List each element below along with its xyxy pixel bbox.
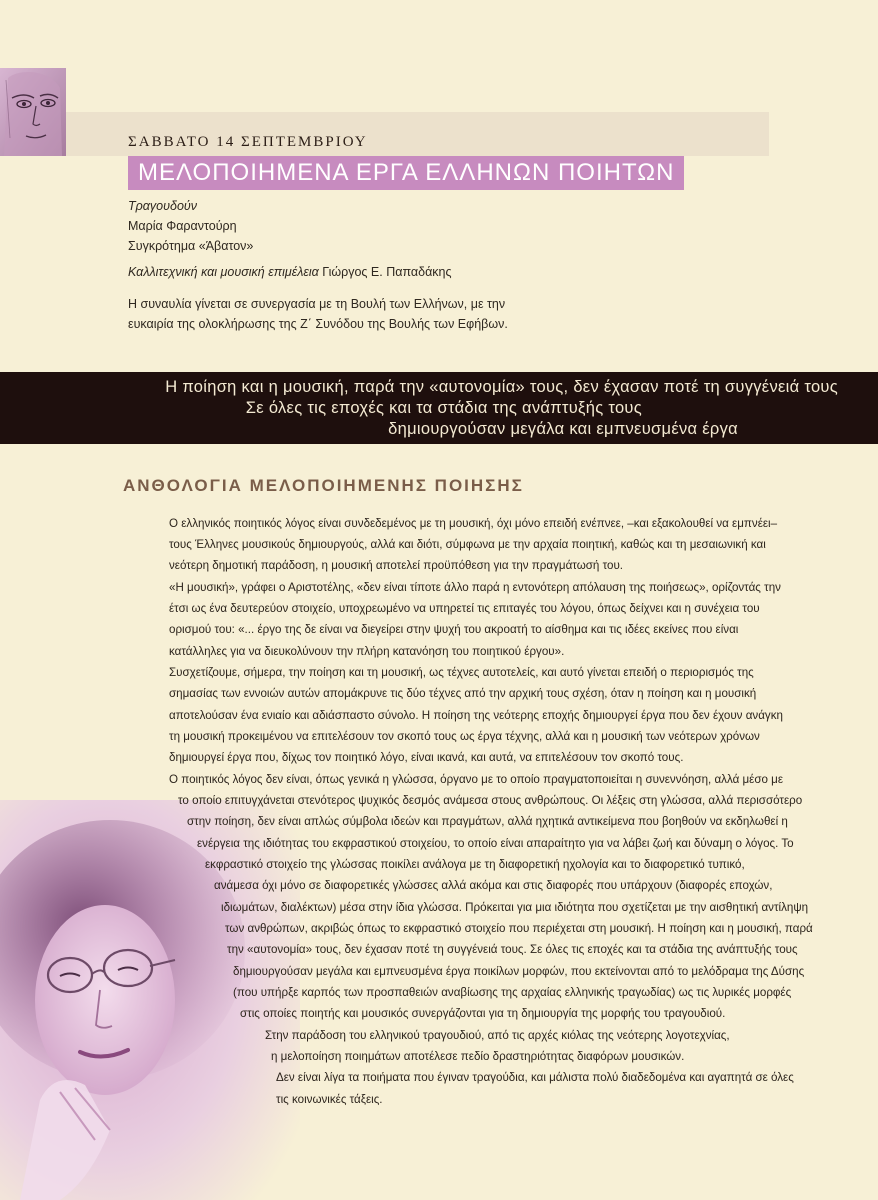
body-line: Συσχετίζουμε, σήμερα, την ποίηση και τη μουσική, ως τέχνες αυτοτελείς, και αυτό γίνεται επειδή ο περιορισμός της [169, 666, 754, 679]
concert-title: ΜΕΛΟΠΟΙΗΜΕΝΑ ΕΡΓΑ ΕΛΛΗΝΩΝ ΠΟΙΗΤΩΝ [128, 156, 684, 190]
event-date: ΣΑΒΒΑΤΟ 14 ΣΕΠΤΕΜΒΡΙΟΥ [128, 134, 368, 150]
body-line: ιδιωμάτων, διαλέκτων) μέσα στην ίδια γλώσσα. Πρόκειται για μια ιδιότητα που σχετίζεται με την αισθητική αντίληψη [221, 901, 809, 914]
sing-label: Τραγουδούν [128, 199, 198, 213]
section-title: ΑΝΘΟΛΟΓΙΑ ΜΕΛΟΠΟΙΗΜΕΝΗΣ ΠΟΙΗΣΗΣ [123, 476, 524, 495]
singer-1: Μαρία Φαραντούρη [128, 219, 237, 233]
body-line: η μελοποίηση ποιημάτων αποτέλεσε πεδίο δραστηριότητας διαφόρων μουσικών. [271, 1050, 685, 1063]
body-line: στην ποίηση, δεν είναι απλώς σύμβολα ιδεών και πραγμάτων, αλλά ηχητικά αντικείμενα που βοηθούν να εκδηλωθεί η [187, 815, 788, 828]
body-line: (που υπήρξε καρπός των προσπαθειών αναβίωσης της αρχαίας ελληνικής τραγωδίας) ως τις λυρικές μορφές [233, 986, 792, 999]
body-line: αποτελούσαν ένα ενιαίο και αδιάσπαστο σύνολο. Η ποίηση της νεότερης εποχής δημιουργεί έργα που δεν έχουν ανάγκη [169, 709, 783, 722]
body-line: Στην παράδοση του ελληνικού τραγουδιού, από τις αρχές κιόλας της νεότερης λογοτεχνίας, [265, 1029, 730, 1042]
body-line: σημασίας των εννοιών αυτών απομάκρυνε τις δύο τέχνες από την αρχική τους σχέση, όταν η ποίηση και η μουσική [169, 687, 757, 700]
body-line: ανάμεσα όχι μόνο σε διαφορετικές γλώσσες αλλά ακόμα και στις διαφορές που υπάρχουν (διαφορές εποχών, [214, 879, 773, 892]
quote-line-2: Σε όλες τις εποχές και τα στάδια της ανάπτυξής τους [245, 399, 642, 417]
direction-label: Καλλιτεχνική και μουσική επιμέλεια [128, 265, 319, 279]
body-line: Δεν είναι λίγα τα ποιήματα που έγιναν τραγούδια, και μάλιστα πολύ διαδεδομένα και αγαπητά σε όλες [276, 1071, 794, 1084]
note-line-2: ευκαιρία της ολοκλήρωσης της Ζ΄ Συνόδου της Βουλής των Εφήβων. [128, 317, 508, 331]
body-line: των ανθρώπων, ακριβώς όπως το εκφραστικό στοιχείο που περιέχεται στη μουσική. Η ποίηση και η μουσική, παρά [225, 922, 813, 935]
director-name: Γιώργος Ε. Παπαδάκης [318, 265, 452, 279]
body-line: Ο ποιητικός λόγος δεν είναι, όπως γενικά η γλώσσα, όργανο με το οποίο πραγματοποιείται η συνεννόηση, αλλά μέσο με [169, 773, 784, 786]
face-sketch-image [0, 68, 66, 156]
direction-credit [128, 262, 452, 282]
body-line: το οποίο επιτυγχάνεται στενότερος ψυχικός δεσμός ανάμεσα στους ανθρώπους. Οι λέξεις στη γλώσσα, αλλά περισσότερο [178, 794, 803, 807]
body-line: τις κοινωνικές τάξεις. [276, 1093, 383, 1106]
singer-2: Συγκρότημα «Άβατον» [128, 239, 254, 253]
body-line: ορισμού του: «... έργο της δε είναι να διεγείρει στην ψυχή του ακροατή το αίσθημα και τις ιδέες εκείνες που είναι [169, 623, 739, 636]
credits-block [128, 196, 253, 256]
note-line-1: Η συναυλία γίνεται σε συνεργασία με τη Βουλή των Ελλήνων, με την [128, 297, 506, 311]
concert-note [128, 294, 508, 334]
body-line: Ο ελληνικός ποιητικός λόγος είναι συνδεδεμένος με τη μουσική, όχι μόνο επειδή ενέπνεε, –και εξακολουθεί να εμπνέει– [169, 517, 778, 530]
quote-line-3: δημιουργούσαν μεγάλα και εμπνευσμένα έργα [388, 420, 738, 438]
body-line: τους Έλληνες μουσικούς δημιουργούς, αλλά και διότι, σύμφωνα με την αρχαία ποιητική, καθώς και τη μεσαιωνική και [169, 538, 766, 551]
body-line: τη μουσική προκειμένου να επιτελέσουν τον σκοπό τους ως έργα τέχνης, αλλά και η μουσική των νεότερων χρόνων [169, 730, 760, 743]
body-line: «Η μουσική», γράφει ο Αριστοτέλης, «δεν είναι τίποτε άλλο παρά η εντονότερη απόλαυση της ποιήσεως», ορίζοντάς την [169, 581, 781, 594]
body-line: κατάλληλες για να διευκολύνουν την πλήρη κατανόηση του ποιητικού έργου». [169, 645, 565, 658]
body-line: δημιουργεί έργα που, δίχως τον ποιητικό λόγο, είναι ικανά, και αυτά, να επιτελέσουν τον σκοπό τους. [169, 751, 684, 764]
body-line: την «αυτονομία» τους, δεν έχασαν ποτέ τη συγγένειά τους. Σε όλες τις εποχές και τα στάδια της ανάπτυξής τους [227, 943, 798, 956]
body-line: δημιουργούσαν μεγάλα και εμπνευσμένα έργα ποικίλων μορφών, που εκτείνονται από το μελόδραμα της Δύσης [233, 965, 805, 978]
body-line: εκφραστικό στοιχείο της γλώσσας ποικίλει ανάλογα με τη διαφορετική ηχολογία και το διαφορετικό τυπικό, [205, 858, 745, 871]
quote-band [0, 372, 878, 444]
body-line: ενέργεια της ιδιότητας του εκφραστικού στοιχείου, το οποίο είναι απαραίτητο για να λάβει ζωή και δύναμη ο λόγος. Το [197, 837, 794, 850]
body-line: στις οποίες ποιητής και μουσικός συνεργάζονται για τη δημιουργία της μορφής του τραγουδιού. [240, 1007, 726, 1020]
body-line: νεότερη δημοτική παράδοση, η μουσική αποτελεί προϋπόθεση για την πραγμάτωσή του. [169, 559, 624, 572]
quote-line-1: Η ποίηση και η μουσική, παρά την «αυτονομία» τους, δεν έχασαν ποτέ τη συγγένειά τους [165, 378, 838, 396]
body-line: έτσι ως ένα δευτερεύον στοιχείο, υποχρεωμένο να υπηρετεί τις επιταγές του λόγου, όπως δείχνει και η συνέχεια του [169, 602, 760, 615]
